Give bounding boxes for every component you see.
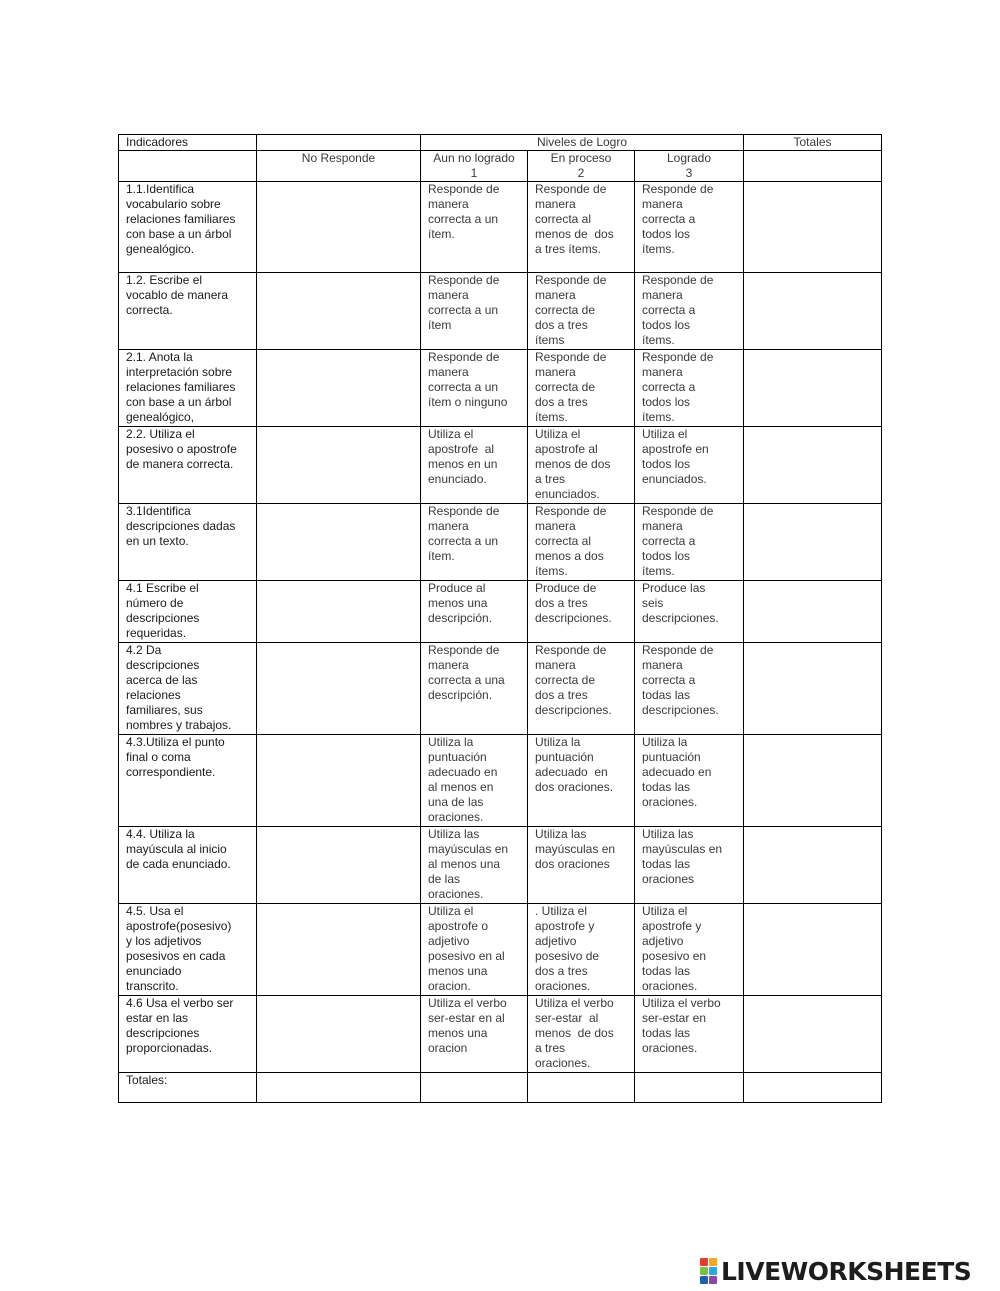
totales-label: Totales: <box>119 1073 257 1103</box>
logo-square <box>709 1276 717 1284</box>
totales-empty-cell <box>744 1073 882 1103</box>
indicador-cell: 2.1. Anota la interpretación sobre relaciones familiares con base a un árbol genealógico, <box>119 350 257 427</box>
totales-empty-cell <box>635 1073 744 1103</box>
totales-cell <box>744 427 882 504</box>
logrado-cell: Produce las seis descripciones. <box>635 581 744 643</box>
logo-square <box>709 1267 717 1275</box>
no-responde-cell <box>257 643 421 735</box>
totales-empty-cell <box>421 1073 528 1103</box>
totales-cell <box>744 827 882 904</box>
rubric-row <box>119 643 882 735</box>
totales-empty-cell <box>257 1073 421 1103</box>
no-responde-cell <box>257 581 421 643</box>
en-proceso-cell: Responde de manera correcta de dos a tres descripciones. <box>528 643 635 735</box>
totales-cell <box>744 504 882 581</box>
en-proceso-cell: Utiliza la puntuación adecuado en dos oraciones. <box>528 735 635 827</box>
liveworksheets-icon <box>700 1258 717 1284</box>
en-proceso-cell: Responde de manera correcta de dos a tres ítems <box>528 273 635 350</box>
indicador-cell: 2.2. Utiliza el posesivo o apostrofe de manera correcta. <box>119 427 257 504</box>
rubric-row <box>119 904 882 996</box>
rubric-row <box>119 427 882 504</box>
logrado-cell: Utiliza el apostrofe y adjetivo posesivo en todas las oraciones. <box>635 904 744 996</box>
aun-no-logrado-cell: Responde de manera correcta a un ítem. <box>421 182 528 273</box>
rubric-row <box>119 581 882 643</box>
no-responde-cell <box>257 182 421 273</box>
totales-cell <box>744 350 882 427</box>
aun-no-logrado-cell: Utiliza la puntuación adecuado en al menos en una de las oraciones. <box>421 735 528 827</box>
header-aun-no-logrado: Aun no logrado 1 <box>421 151 528 182</box>
header-row-1 <box>119 135 882 151</box>
aun-no-logrado-cell: Responde de manera correcta a un ítem. <box>421 504 528 581</box>
indicador-cell: 3.1Identifica descripciones dadas en un texto. <box>119 504 257 581</box>
indicador-cell: 4.5. Usa el apostrofe(posesivo) y los adjetivos posesivos en cada enunciado transcrito. <box>119 904 257 996</box>
indicador-cell: 4.6 Usa el verbo ser estar en las descripciones proporcionadas. <box>119 996 257 1073</box>
logo-square <box>709 1258 717 1266</box>
totales-cell <box>744 996 882 1073</box>
aun-no-logrado-cell: Responde de manera correcta a un ítem o ninguno <box>421 350 528 427</box>
en-proceso-cell: Responde de manera correcta al menos de dos a tres ítems. <box>528 182 635 273</box>
totales-cell <box>744 643 882 735</box>
totales-cell <box>744 904 882 996</box>
logrado-cell: Responde de manera correcta a todas las descripciones. <box>635 643 744 735</box>
no-responde-cell <box>257 427 421 504</box>
totales-empty-cell <box>528 1073 635 1103</box>
totales-cell <box>744 581 882 643</box>
aun-no-logrado-cell: Utiliza el apostrofe al menos en un enunciado. <box>421 427 528 504</box>
logrado-cell: Responde de manera correcta a todos los ítems. <box>635 273 744 350</box>
indicador-cell: 4.2 Da descripciones acerca de las relaciones familiares, sus nombres y trabajos. <box>119 643 257 735</box>
logrado-cell: Utiliza la puntuación adecuado en todas las oraciones. <box>635 735 744 827</box>
rubric-row <box>119 504 882 581</box>
header-indicadores: Indicadores <box>119 135 257 151</box>
rubric-table <box>118 134 882 1103</box>
aun-no-logrado-cell: Produce al menos una descripción. <box>421 581 528 643</box>
en-proceso-cell: . Utiliza el apostrofe y adjetivo posesivo de dos a tres oraciones. <box>528 904 635 996</box>
rubric-row <box>119 996 882 1073</box>
header-empty <box>119 151 257 182</box>
logrado-cell: Utiliza el verbo ser-estar en todas las oraciones. <box>635 996 744 1073</box>
aun-no-logrado-cell: Responde de manera correcta a una descripción. <box>421 643 528 735</box>
logrado-cell: Utiliza las mayúsculas en todas las oraciones <box>635 827 744 904</box>
no-responde-cell <box>257 904 421 996</box>
no-responde-cell <box>257 996 421 1073</box>
en-proceso-cell: Utiliza el verbo ser-estar al menos de dos a tres oraciones. <box>528 996 635 1073</box>
logrado-cell: Responde de manera correcta a todos los ítems. <box>635 504 744 581</box>
rubric-row <box>119 273 882 350</box>
no-responde-cell <box>257 273 421 350</box>
logrado-cell: Utiliza el apostrofe en todos los enunciados. <box>635 427 744 504</box>
header-no-responde: No Responde <box>257 151 421 182</box>
aun-no-logrado-cell: Utiliza las mayúsculas en al menos una de las oraciones. <box>421 827 528 904</box>
header-niveles-de-logro: Niveles de Logro <box>421 135 744 151</box>
totales-cell <box>744 273 882 350</box>
indicador-cell: 4.4. Utiliza la mayúscula al inicio de cada enunciado. <box>119 827 257 904</box>
logo-square <box>700 1258 708 1266</box>
header-en-proceso: En proceso 2 <box>528 151 635 182</box>
header-row-2 <box>119 151 882 182</box>
liveworksheets-logo <box>700 1258 971 1284</box>
logrado-cell: Responde de manera correcta a todos los ítems. <box>635 350 744 427</box>
no-responde-cell <box>257 827 421 904</box>
aun-no-logrado-cell: Utiliza el apostrofe o adjetivo posesivo en al menos una oracion. <box>421 904 528 996</box>
totales-row <box>119 1073 882 1103</box>
rubric-row <box>119 735 882 827</box>
aun-no-logrado-cell: Utiliza el verbo ser-estar en al menos una oracion <box>421 996 528 1073</box>
en-proceso-cell: Utiliza el apostrofe al menos de dos a tres enunciados. <box>528 427 635 504</box>
header-logrado: Logrado 3 <box>635 151 744 182</box>
header-empty <box>744 151 882 182</box>
header-totales: Totales <box>744 135 882 151</box>
totales-cell <box>744 182 882 273</box>
header-empty <box>257 135 421 151</box>
indicador-cell: 4.3.Utiliza el punto final o coma correspondiente. <box>119 735 257 827</box>
indicador-cell: 1.1.Identifica vocabulario sobre relaciones familiares con base a un árbol genealógico. <box>119 182 257 273</box>
en-proceso-cell: Responde de manera correcta al menos a dos ítems. <box>528 504 635 581</box>
rubric-row <box>119 827 882 904</box>
logrado-cell: Responde de manera correcta a todos los ítems. <box>635 182 744 273</box>
indicador-cell: 4.1 Escribe el número de descripciones requeridas. <box>119 581 257 643</box>
en-proceso-cell: Utiliza las mayúsculas en dos oraciones <box>528 827 635 904</box>
liveworksheets-text: LIVEWORKSHEETS <box>721 1256 972 1286</box>
no-responde-cell <box>257 504 421 581</box>
logo-square <box>700 1267 708 1275</box>
en-proceso-cell: Produce de dos a tres descripciones. <box>528 581 635 643</box>
rubric-row <box>119 182 882 273</box>
rubric-row <box>119 350 882 427</box>
totales-cell <box>744 735 882 827</box>
aun-no-logrado-cell: Responde de manera correcta a un ítem <box>421 273 528 350</box>
no-responde-cell <box>257 735 421 827</box>
en-proceso-cell: Responde de manera correcta de dos a tres ítems. <box>528 350 635 427</box>
logo-square <box>700 1276 708 1284</box>
no-responde-cell <box>257 350 421 427</box>
indicador-cell: 1.2. Escribe el vocablo de manera correcta. <box>119 273 257 350</box>
